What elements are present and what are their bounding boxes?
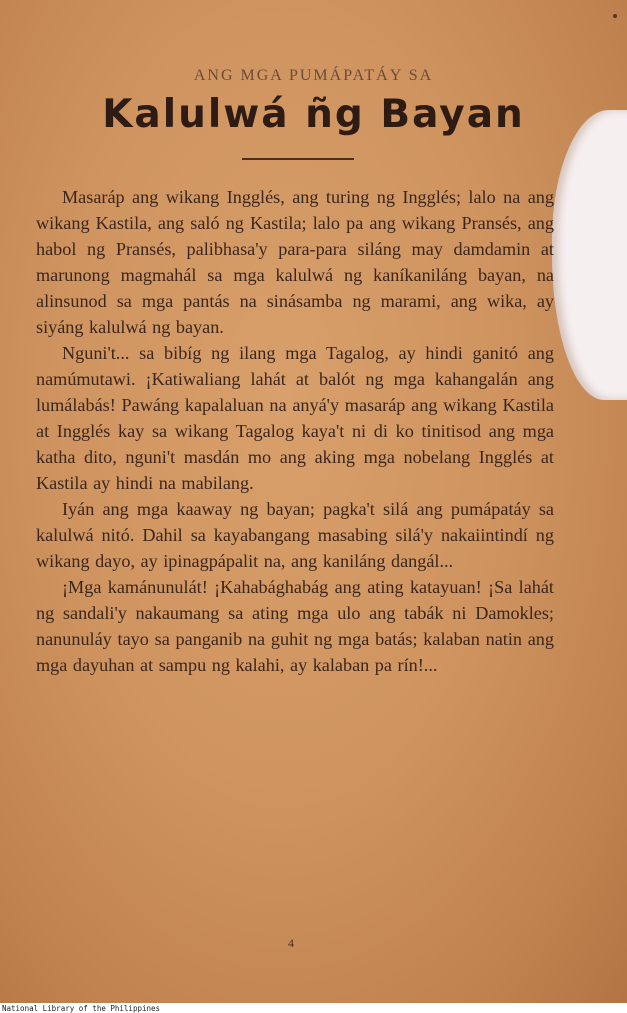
paragraph-2: Nguni't... sa bibíg ng ilang mga Tagalog, ay hindi ganitó ang namúmutawi. ¡Katiwaliang lahát at balót ng mga kahangalán ang lumálabás! Pawáng kapalaluan na anyá'y masaráp ang wikang Kastila at Ingglés kay sa wikang Tagalog kaya't ni di ko tinitisod ang mga katha dito, nguni't masdán mo ang aking mga nobelang Ingglés at Kastila ay hindi na mabilang. — [36, 343, 554, 493]
page-title: Kalulwá ñg Bayan — [102, 92, 525, 137]
footer-credit: National Library of the Philippines — [2, 1004, 161, 1013]
page-header: ANG MGA PUMÁPATÁY SA — [193, 67, 434, 84]
ink-speck — [613, 14, 617, 18]
paragraph-1: Masaráp ang wikang Ingglés, ang turing ng Ingglés; lalo na ang wikang Kastila, ang saló ng Kastila; lalo pa ang wikang Pransés, ang habol ng Pransés, palibhasa'y para-para siláng may damdamin at marunong magmahál sa mga kalulwá ng kaníkaniláng bayan, na alinsunod sa mga pantás na sinásamba ng marami, ang wika, ay siyáng kalulwá ng bayan. — [36, 187, 554, 337]
torn-corner — [552, 110, 627, 400]
body-text — [36, 184, 554, 678]
paragraph-3: Iyán ang mga kaaway ng bayan; pagka't silá ang pumápatáy sa kalulwá nitó. Dahil sa kayabangang masabing silá'y nakaiintindí ng wikang dayo, ay ipinagpápalit na, ang kaniláng dangál... — [36, 499, 554, 571]
paragraph-4: ¡Mga kamánunulát! ¡Kahabághabág ang ating katayuan! ¡Sa lahát ng sandali'y nakaumang sa ating mga ulo ang tabák ni Damokles; nanunuláy tayo sa panganib na guhit ng mga batás; kalaban natin ang mga dayuhan at sampu ng kalahi, ay kalaban pa rín!... — [36, 577, 554, 675]
title-divider — [242, 158, 354, 160]
page-number: 4 — [288, 936, 294, 950]
